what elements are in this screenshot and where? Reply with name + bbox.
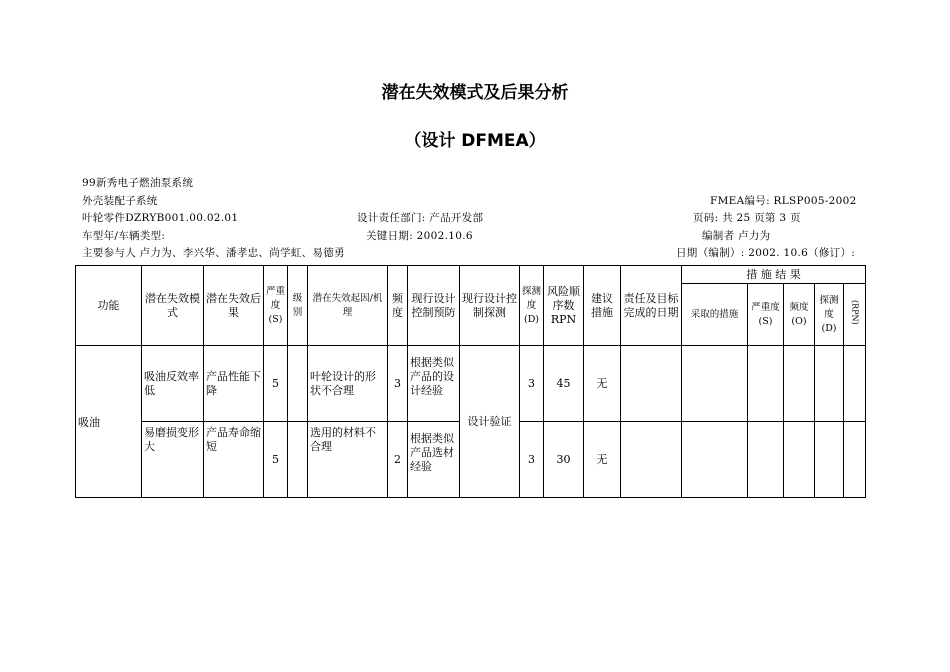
responsibility-cell [621, 422, 682, 498]
header-actions-taken: 采取的措施 [682, 284, 748, 346]
model-year: 车型年/车辆类型: [82, 230, 166, 242]
function-cell: 吸油 [76, 346, 142, 498]
occurrence-cell: 3 [388, 346, 408, 422]
detection-control-cell: 设计验证 [460, 346, 520, 498]
rpn-cell: 30 [544, 422, 584, 498]
header-detection-control: 现行设计控制探测 [460, 266, 520, 346]
recommended-action-cell: 无 [584, 422, 621, 498]
severity-cell: 5 [264, 346, 288, 422]
header-failure-effect: 潜在失效后果 [204, 266, 264, 346]
page-number: 页码: 共 25 页第 3 页 [693, 212, 801, 224]
rpn-cell: 45 [544, 346, 584, 422]
severity-cell: 5 [264, 422, 288, 498]
header-occurrence: 频度 [388, 266, 408, 346]
system-name: 99新秀电子燃油泵系统 [82, 177, 194, 189]
failure-mode-cell: 易磨损变形大 [142, 422, 204, 498]
result-rpn-cell [844, 422, 866, 498]
header-result-detection: 探测度(D) [815, 284, 844, 346]
header-prevention: 现行设计控制预防 [408, 266, 460, 346]
result-rpn-label: (RPN) [850, 299, 860, 325]
subsystem-name: 外壳装配子系统 [82, 195, 158, 207]
occurrence-cell: 2 [388, 422, 408, 498]
header-class: 级别 [288, 266, 308, 346]
document-subtitle: （设计 DFMEA） [404, 131, 546, 151]
header-cause: 潜在失效起因/机理 [308, 266, 388, 346]
detection-cell: 3 [520, 422, 544, 498]
recommended-action-cell: 无 [584, 346, 621, 422]
result-rpn-cell [844, 346, 866, 422]
actions-taken-cell [682, 346, 748, 422]
header-action-results: 措 施 结 果 [682, 266, 866, 284]
failure-effect-cell: 产品性能下降 [204, 346, 264, 422]
result-occurrence-cell [784, 346, 815, 422]
prevention-cell: 根据类似产品选材经验 [408, 422, 460, 498]
header-severity: 严重度(S) [264, 266, 288, 346]
team-members: 主要参与人 卢力为、李兴华、潘孝忠、尚学虹、易德勇 [82, 247, 345, 259]
part-number: 叶轮零件DZRYB001.00.02.01 [82, 212, 239, 224]
failure-mode-cell: 吸油反效率低 [142, 346, 204, 422]
author: 编制者 卢力为 [702, 230, 771, 242]
document-title: 潜在失效模式及后果分析 [381, 83, 569, 103]
prepared-date: 日期（编制）: 2002. 10.6（修订）: [676, 247, 856, 259]
failure-effect-cell: 产品寿命缩短 [204, 422, 264, 498]
class-cell [288, 346, 308, 422]
fmea-table [75, 265, 866, 498]
cause-cell: 叶轮设计的形状不合理 [308, 346, 388, 422]
cause-cell: 选用的材料不合理 [308, 422, 388, 498]
header-failure-mode: 潜在失效模式 [142, 266, 204, 346]
header-function: 功能 [76, 266, 142, 346]
detection-cell: 3 [520, 346, 544, 422]
header-result-rpn [844, 284, 866, 346]
result-severity-cell [748, 346, 784, 422]
result-detection-cell [815, 346, 844, 422]
result-detection-cell [815, 422, 844, 498]
header-responsibility: 责任及目标完成的日期 [621, 266, 682, 346]
actions-taken-cell [682, 422, 748, 498]
table-row [76, 346, 866, 422]
header-result-occurrence: 频度(O) [784, 284, 815, 346]
header-rpn: 风险顺序数RPN [544, 266, 584, 346]
header-result-severity: 严重度(S) [748, 284, 784, 346]
responsibility-cell [621, 346, 682, 422]
prevention-cell: 根据类似产品的设计经验 [408, 346, 460, 422]
result-severity-cell [748, 422, 784, 498]
class-cell [288, 422, 308, 498]
header-recommended-actions: 建议措施 [584, 266, 621, 346]
design-department: 设计责任部门: 产品开发部 [357, 212, 484, 224]
result-occurrence-cell [784, 422, 815, 498]
key-date: 关键日期: 2002.10.6 [366, 230, 473, 242]
fmea-number: FMEA编号: RLSP005-2002 [710, 195, 857, 207]
header-detection: 探测度(D) [520, 266, 544, 346]
